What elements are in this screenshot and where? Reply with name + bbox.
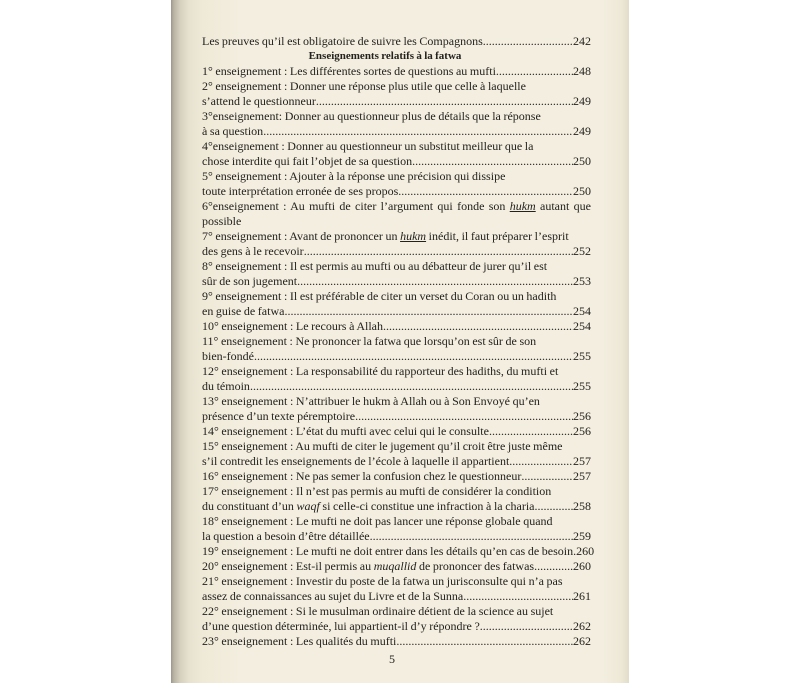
toc-entry-text [202, 589, 463, 604]
toc-entry-line [202, 424, 591, 439]
toc-entry-line [202, 259, 591, 274]
toc-entry-text [202, 124, 263, 139]
toc-entry-line [202, 619, 591, 634]
toc-page-number: 250 [573, 184, 591, 198]
toc-entry-text [202, 79, 526, 94]
toc-page-number: 259 [573, 529, 591, 543]
dot-leader [463, 589, 573, 604]
toc-entry [202, 364, 591, 394]
toc-entry [202, 109, 591, 139]
text-segment: 19° enseignement : Le mufti ne doit entrer dans les détails qu’en cas de besoin [202, 544, 574, 558]
toc-entry [202, 634, 591, 649]
italic-term: muqallid [373, 559, 417, 573]
text-segment: 5° enseignement : Ajouter à la réponse une précision qui dissipe [202, 169, 506, 183]
text-segment: 4°enseignement : Donner au questionneur un substitut meilleur que la [202, 139, 534, 153]
toc-intro-entry [202, 34, 591, 49]
toc-page-number: 257 [573, 469, 591, 483]
toc-entry-line [202, 394, 591, 409]
text-segment: la question a besoin d’être détaillée [202, 529, 370, 543]
toc-entry-text [202, 619, 480, 634]
toc-page-number: 253 [573, 274, 591, 288]
toc-entry-text [202, 154, 412, 169]
text-segment: 2° enseignement : Donner une réponse plus utile que celle à laquelle [202, 79, 526, 93]
toc-entry-line [202, 439, 591, 454]
text-segment: chose interdite qui fait l’objet de sa question [202, 154, 413, 168]
page-number: 5 [389, 652, 395, 666]
toc-entry-text [202, 289, 556, 304]
dot-leader [534, 559, 573, 574]
toc-entry-text [202, 274, 297, 289]
toc-entry-line [202, 274, 591, 289]
dot-leader [489, 424, 573, 439]
toc-entry [202, 319, 591, 334]
toc-page-number: 250 [573, 154, 591, 168]
dot-leader [535, 499, 573, 514]
toc-entry-text [202, 394, 540, 409]
text-segment: du constituant d’un [202, 499, 297, 513]
toc-page-number: 242 [573, 34, 591, 48]
text-segment: d’une question déterminée, lui appartient-il d’y répondre ? [202, 619, 480, 633]
text-segment: 13° enseignement : N’attribuer le hukm à Allah ou à Son Envoyé qu’en [202, 394, 540, 408]
dot-leader [254, 349, 573, 364]
toc-entry-text [202, 304, 284, 319]
toc-entry-line [202, 589, 591, 604]
toc-entry-text: Les preuves qu’il est obligatoire de suivre les Compagnons [202, 34, 483, 48]
toc-entry [202, 289, 591, 319]
toc-entry-line [202, 214, 591, 229]
toc-entry-line [202, 514, 591, 529]
text-segment: 8° enseignement : Il est permis au mufti ou au débatteur de jurer qu’il est [202, 259, 548, 273]
text-segment: en guise de fatwa [202, 304, 285, 318]
toc-entry [202, 544, 595, 559]
toc-entry-line [202, 199, 591, 214]
toc-page-number: 261 [573, 589, 591, 603]
text-segment: s’attend le questionneur [202, 94, 316, 108]
text-segment: de prononcer des fatwas [416, 559, 535, 573]
dot-leader [412, 154, 573, 169]
dot-leader [250, 379, 573, 394]
toc-entry-text [202, 634, 396, 649]
toc-entry-line [202, 499, 591, 514]
text-segment: à sa question [202, 124, 264, 138]
toc-entry [202, 439, 591, 469]
toc-entry-text [202, 109, 541, 124]
toc-entry [202, 484, 591, 514]
toc-entry-line [202, 454, 591, 469]
text-segment: 11° enseignement : Ne prononcer la fatwa que lorsqu’on est sûr de son [202, 334, 537, 348]
dot-leader [521, 469, 573, 484]
toc-entry-line [202, 544, 595, 559]
toc-entry-line [202, 109, 591, 124]
italic-term: hukm [509, 199, 536, 213]
text-segment: assez de connaissances au sujet du Livre et de la Sunna [202, 589, 464, 603]
toc-entries-list [202, 64, 595, 649]
text-segment: s’il contredit les enseignements de l’école à laquelle il appartient [202, 454, 510, 468]
text-segment: présence d’un texte péremptoire [202, 409, 356, 423]
toc-entry-text [202, 409, 355, 424]
toc-entry-text [202, 364, 558, 379]
toc-entry [202, 199, 591, 229]
toc-entry [202, 604, 591, 634]
toc-entry-text [202, 529, 370, 544]
text-segment: autant que [535, 199, 591, 213]
toc-page-number: 256 [573, 424, 591, 438]
toc-entry-text [202, 514, 553, 529]
toc-entry-line [202, 529, 591, 544]
toc-entry-text [202, 424, 489, 439]
book-page [171, 0, 629, 683]
dot-leader [509, 454, 573, 469]
toc-entry-line [202, 559, 591, 574]
text-segment: inédit, il faut préparer l’esprit [426, 229, 569, 243]
text-segment: 17° enseignement : Il n’est pas permis au mufti de considérer la condition [202, 484, 552, 498]
dot-leader [398, 184, 573, 199]
toc-page-number: 255 [573, 349, 591, 363]
toc-entry-text [202, 349, 254, 364]
text-segment: 23° enseignement : Les qualités du mufti [202, 634, 397, 648]
toc-entry-line [202, 289, 591, 304]
text-segment: 12° enseignement : La responsabilité du rapporteur des hadiths, du mufti et [202, 364, 559, 378]
toc-entry-line [202, 379, 591, 394]
text-segment: si celle-ci constitue une infraction à la charia [319, 499, 535, 513]
toc-page-number: 258 [573, 499, 591, 513]
toc-entry-text [202, 499, 535, 514]
toc-page-number: 262 [573, 634, 591, 648]
toc-entry [202, 259, 591, 289]
toc-entry-text [202, 559, 534, 574]
toc-entry-line [202, 169, 591, 184]
toc-entry [202, 394, 591, 424]
toc-entry-line [202, 634, 591, 649]
toc-entry [202, 559, 591, 574]
toc-entry-text [202, 229, 569, 244]
toc-entry-line [202, 469, 591, 484]
toc-entry-line [202, 304, 591, 319]
toc-page-number: 248 [573, 64, 591, 78]
toc-entry [202, 169, 591, 199]
toc-page-number: 254 [573, 319, 591, 333]
text-segment: 10° enseignement : Le recours à Allah [202, 319, 384, 333]
dot-leader [297, 274, 573, 289]
toc-entry-line [202, 604, 591, 619]
toc-entry-text [202, 139, 533, 154]
toc-entry-text [202, 184, 398, 199]
toc-entry-line [202, 154, 591, 169]
toc-entry-line [202, 184, 591, 199]
toc-entry-line [202, 64, 591, 79]
text-segment: sûr de son jugement [202, 274, 298, 288]
toc-entry-text [202, 214, 241, 229]
toc-entry-text [202, 169, 505, 184]
toc-entry-text [202, 604, 553, 619]
toc-entry-text [202, 574, 563, 589]
toc-entry-line [202, 574, 591, 589]
dot-leader [383, 319, 573, 334]
text-segment: 18° enseignement : Le mufti ne doit pas lancer une réponse globale quand [202, 514, 553, 528]
toc-entry [202, 334, 591, 364]
toc-entry-line [202, 94, 591, 109]
toc-page-number: 260 [573, 559, 591, 573]
section-heading: Enseignements relatifs à la fatwa [308, 50, 462, 62]
toc-entry-line [202, 334, 591, 349]
toc-entry-line [202, 364, 591, 379]
toc-entry-line [202, 484, 591, 499]
text-segment: bien-fondé [202, 349, 254, 363]
toc-entry [202, 229, 591, 259]
toc-page-number: 262 [573, 619, 591, 633]
dot-leader [284, 304, 573, 319]
toc-page-number: 249 [573, 94, 591, 108]
dot-leader [483, 34, 573, 49]
text-segment: 3°enseignement: Donner au questionneur plus de détails que la réponse [202, 109, 541, 123]
toc-entry-line [202, 319, 591, 334]
italic-term: hukm [400, 229, 427, 243]
text-segment: 1° enseignement : Les différentes sortes de questions au mufti [202, 64, 496, 78]
text-segment: 7° enseignement : Avant de prononcer un [202, 229, 401, 243]
toc-entry-text [202, 259, 547, 274]
toc-page-number: 254 [573, 304, 591, 318]
toc-entry-text [202, 334, 536, 349]
toc-page-number: 256 [573, 409, 591, 423]
dot-leader [496, 64, 573, 79]
toc-entry [202, 574, 591, 604]
text-segment: possible [202, 214, 242, 228]
italic-term: waqf [296, 499, 320, 513]
dot-leader [480, 619, 573, 634]
toc-entry-text [202, 199, 591, 213]
toc-entry-line [202, 124, 591, 139]
toc-entry-text [202, 439, 563, 454]
text-segment: du témoin [202, 379, 250, 393]
text-segment: 9° enseignement : Il est préférable de citer un verset du Coran ou un hadith [202, 289, 557, 303]
toc-page-number: 249 [573, 124, 591, 138]
toc-page-number: 260 [576, 544, 595, 558]
toc-entry-text [202, 94, 316, 109]
dot-leader [304, 244, 573, 259]
toc-entry [202, 79, 591, 109]
toc-entry [202, 139, 591, 169]
toc-entry-line [202, 229, 591, 244]
dot-leader [355, 409, 573, 424]
toc-entry-line [202, 409, 591, 424]
toc-page-number: 255 [573, 379, 591, 393]
toc-entry-text [202, 544, 573, 559]
toc-entry-text [202, 379, 250, 394]
dot-leader [316, 94, 573, 109]
toc-entry-text [202, 454, 509, 469]
toc-entry-line [202, 79, 591, 94]
toc-entry-text [202, 244, 304, 259]
text-segment: des gens à le recevoir [202, 244, 304, 258]
dot-leader [263, 124, 573, 139]
text-segment: 16° enseignement : Ne pas semer la confusion chez le questionneur [202, 469, 522, 483]
toc-page-number: 252 [573, 244, 591, 258]
toc-page-number: 257 [573, 454, 591, 468]
toc-entry-text [202, 319, 383, 334]
toc-entry-text [202, 484, 551, 499]
toc-entry [202, 469, 591, 484]
toc-entry [202, 514, 591, 544]
text-segment: 22° enseignement : Si le musulman ordinaire détient de la science au sujet [202, 604, 554, 618]
text-segment: 15° enseignement : Au mufti de citer le jugement qu’il croit être juste même [202, 439, 563, 453]
toc-entry-line [202, 349, 591, 364]
toc-entry-text [202, 64, 496, 79]
text-segment: 14° enseignement : L’état du mufti avec celui qui le consulte [202, 424, 489, 438]
toc-entry [202, 424, 591, 439]
text-segment: 6°enseignement : Au mufti de citer l’argument qui fonde son [202, 199, 510, 213]
dot-leader [396, 634, 573, 649]
toc-entry [202, 64, 591, 79]
text-segment: toute interprétation erronée de ses propos [202, 184, 399, 198]
table-of-contents [202, 34, 595, 649]
toc-entry-line [202, 139, 591, 154]
toc-entry-text [202, 469, 521, 484]
text-segment: 20° enseignement : Est-il permis au [202, 559, 374, 573]
toc-entry-line [202, 244, 591, 259]
text-segment: 21° enseignement : Investir du poste de la fatwa un jurisconsulte qui n’a pas [202, 574, 563, 588]
dot-leader [370, 529, 573, 544]
